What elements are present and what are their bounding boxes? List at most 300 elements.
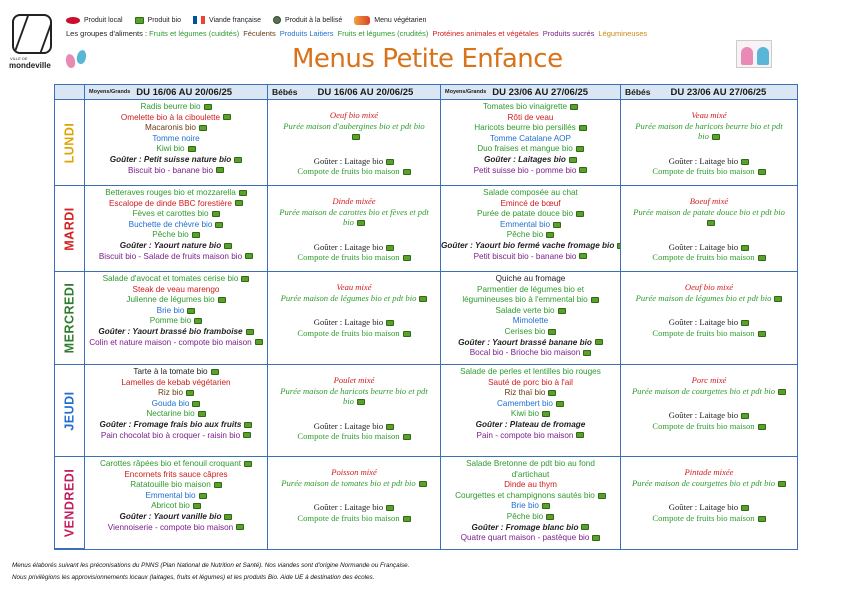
baby-dessert (621, 166, 797, 177)
bio-icon (576, 211, 584, 217)
bio-icon (198, 411, 206, 417)
bio-icon (403, 169, 411, 175)
menu-item (441, 295, 620, 306)
day-label-cell (55, 272, 85, 365)
menu-cell-bebes (268, 272, 441, 365)
bio-icon (357, 399, 365, 405)
menu-item (441, 306, 620, 317)
baby-dessert-text: Compote de fruits bio maison (652, 166, 755, 177)
menu-item-text: Goûter : Yaourt bio fermé vache fromage bio (441, 240, 615, 250)
menu-cell-bebes (268, 365, 441, 457)
baby-main-dish-text: Boeuf mixé (689, 196, 729, 206)
menu-item (441, 399, 620, 410)
baby-main-dish (268, 282, 440, 293)
menu-item (85, 431, 267, 442)
baby-puree-text: Purée maison de légumes bio et pdt bio (280, 292, 417, 303)
vegetarian-icon (354, 16, 370, 25)
menu-item-text: Viennoiserie - compote bio maison (107, 522, 234, 532)
baby-gouter (268, 421, 440, 432)
day-label-cell (55, 186, 85, 272)
menu-item (85, 367, 267, 378)
menu-cell-moyens-grands (85, 272, 268, 365)
legend-label: Menu végétarien (374, 16, 427, 24)
legend-label: Produit bio (147, 16, 181, 24)
bio-icon (774, 296, 782, 302)
bio-icon (243, 432, 251, 438)
header-dates: DU 23/06 AU 27/06/25 (492, 86, 589, 98)
menu-item-text: Emmental bio (145, 490, 196, 500)
menu-item-text: Salade d'avocat et tomates cerise bio (102, 274, 239, 283)
gouter-line (85, 155, 267, 166)
menu-item-text: Camembert bio (497, 398, 553, 408)
baby-gouter-text: Goûter : Laitage bio (313, 155, 384, 166)
header-tag: Bébés (272, 87, 298, 97)
legend-item-bio (135, 17, 181, 24)
baby-main-dish-text: Oeuf bio mixé (684, 282, 734, 292)
menu-item-text: Pain - compote bio maison (476, 430, 574, 440)
baby-feet-icon (64, 46, 90, 72)
bio-icon (186, 390, 194, 396)
baby-puree-text: Purée maison de légumes bio et pdt bio (635, 292, 772, 303)
menu-cell-moyens-grands (441, 272, 621, 365)
baby-dessert (268, 513, 440, 524)
menu-item-text: Salade verte bio (495, 305, 555, 315)
baby-gouter-text: Goûter : Laitage bio (668, 241, 739, 252)
menu-item (441, 378, 620, 389)
bio-icon (548, 329, 556, 335)
baby-dessert (621, 421, 797, 432)
baby-puree (268, 386, 440, 407)
logo-name: mondeville (9, 61, 51, 70)
menu-grid (54, 84, 798, 550)
baby-main-dish (621, 375, 797, 386)
menu-cell-moyens-grands (441, 457, 621, 549)
menu-item (85, 166, 267, 177)
baby-gouter (268, 502, 440, 513)
day-label-cell (55, 457, 85, 549)
menu-item (85, 523, 267, 534)
baby-main-dish-text: Porc mixé (691, 375, 727, 385)
menu-item (85, 252, 267, 263)
baby-main-dish-text: Veau mixé (691, 110, 727, 120)
menu-cell-bebes (621, 100, 797, 186)
menu-item (85, 501, 267, 512)
baby-gouter-text: Goûter : Laitage bio (668, 410, 739, 421)
menu-item-text: Mimolette (512, 316, 549, 326)
menu-item-text: Goûter : Fromage frais bio aux fruits (99, 419, 242, 429)
menu-item-text: Kiwi bio (156, 144, 185, 154)
menu-item-text: Goûter : Yaourt nature bio (119, 240, 222, 250)
baby-puree (268, 293, 440, 304)
bio-icon (712, 134, 720, 140)
baby-main-dish (268, 110, 440, 121)
day-label: JEUDI (62, 390, 77, 431)
bio-icon (224, 243, 232, 249)
menu-item (85, 230, 267, 241)
menu-item-text: Omelette bio à la ciboulette (120, 112, 221, 122)
baby-main-dish-text: Dinde mixée (332, 196, 376, 206)
bio-icon (194, 318, 202, 324)
bio-icon (357, 220, 365, 226)
legend-label: Produit local (84, 16, 123, 24)
menu-item-text: Cerises bio (504, 326, 546, 336)
day-label-cell (55, 100, 85, 186)
menu-item (85, 209, 267, 220)
menu-item (85, 274, 267, 285)
bio-icon (212, 211, 220, 217)
bio-icon (741, 320, 749, 326)
food-group-label: Légumineuses (598, 29, 648, 38)
menu-item-text: Buchette de chèvre bio (128, 219, 213, 229)
bio-icon (542, 503, 550, 509)
menu-item-text: Parmentier de légumes bio et (477, 284, 584, 294)
footer-notes (12, 560, 409, 584)
baby-main-dish (621, 110, 797, 121)
bio-icon (576, 146, 584, 152)
menu-item-text: Encornets frits sauce câpres (124, 469, 228, 479)
menu-item (85, 220, 267, 231)
gouter-line (85, 512, 267, 523)
footer-line: Menus élaborés suivant les préconisations du PNNS (Plan National de Nutrition et Santé). Nos viandes sont d'origine Normande ou Française. (12, 562, 410, 569)
menu-item (85, 113, 267, 124)
menu-item-text: Goûter : Laitages bio (484, 154, 566, 164)
menu-item (85, 316, 267, 327)
baby-gouter (268, 317, 440, 328)
menu-item-text: Pêche bio (506, 230, 544, 240)
menu-item-text: Pêche bio (152, 230, 189, 240)
bio-icon (236, 524, 244, 530)
bio-icon (778, 389, 786, 395)
baby-dessert (268, 252, 440, 263)
bio-icon (569, 157, 577, 163)
bio-icon (741, 245, 749, 251)
baby-puree-text: Purée maison de tomates bio et pdt bio (281, 477, 416, 488)
bio-icon (187, 308, 195, 314)
menu-cell-moyens-grands (441, 100, 621, 186)
menu-cell-bebes (621, 186, 797, 272)
menu-item (441, 113, 620, 124)
bio-icon (598, 493, 606, 499)
menu-cell-bebes (268, 100, 441, 186)
menu-item (85, 399, 267, 410)
menu-item (85, 378, 267, 389)
menu-item-text: Goûter : Fromage blanc bio (471, 522, 579, 532)
gouter-line (441, 241, 620, 252)
menu-item-text: Quatre quart maison - pastèque bio (460, 533, 590, 543)
menu-item-text: Quiche au fromage (495, 274, 566, 283)
menu-item (85, 188, 267, 199)
baby-gouter-text: Goûter : Laitage bio (668, 155, 739, 166)
bio-icon (199, 493, 207, 499)
menu-cell-moyens-grands (85, 186, 268, 272)
baby-gouter-text: Goûter : Laitage bio (668, 502, 739, 513)
baby-gouter-text: Goûter : Laitage bio (668, 317, 739, 328)
baby-puree-text: Purée maison de courgettes bio et pdt bio (631, 385, 776, 396)
menu-item-text: Tomme noire (152, 133, 200, 143)
menu-item-text: Salade composée au chat (483, 188, 578, 197)
baby-gouter (621, 317, 797, 328)
baby-main-dish (268, 375, 440, 386)
baby-puree (621, 121, 797, 142)
menu-item (441, 199, 620, 210)
french-flag-icon (193, 16, 205, 24)
bio-icon (579, 167, 587, 173)
baby-puree-text: Purée maison de carottes bio et fèves et pdt bio (279, 206, 429, 228)
legend-label: Viande française (209, 16, 262, 24)
gouter-line (85, 241, 267, 252)
menu-item-text: Courgettes et champignons sautés bio (455, 490, 595, 500)
gouter-line (441, 420, 620, 431)
baby-main-dish-text: Veau mixé (336, 282, 372, 292)
bio-icon (204, 104, 212, 110)
menu-item (85, 480, 267, 491)
bio-icon (707, 220, 715, 226)
bio-icon (386, 245, 394, 251)
baby-dessert (621, 328, 797, 339)
baby-puree (268, 207, 440, 228)
bio-icon (352, 134, 360, 140)
menu-item (441, 501, 620, 512)
bio-icon (403, 434, 411, 440)
bio-icon (778, 481, 786, 487)
bio-icon (255, 339, 263, 345)
menu-item (441, 220, 620, 231)
menu-cell-moyens-grands (441, 365, 621, 457)
bio-icon (542, 411, 550, 417)
bio-icon (211, 369, 219, 375)
header-tag: Bébés (625, 87, 651, 97)
baby-main-dish (621, 282, 797, 293)
bio-icon (581, 524, 589, 530)
menu-cell-bebes (621, 457, 797, 549)
baby-dessert (621, 513, 797, 524)
menu-item (441, 512, 620, 523)
menu-item-text: Purée de patate douce bio (476, 209, 574, 219)
menu-item-text: Haricots beurre bio persillés (474, 123, 576, 133)
bio-icon (224, 514, 232, 520)
header-bebes-week1 (268, 85, 441, 100)
baby-main-dish-text: Poisson mixé (331, 467, 377, 477)
menu-item-text: Gouda bio (151, 398, 190, 408)
header-dates: DU 16/06 AU 20/06/25 (136, 86, 233, 98)
bio-icon (244, 422, 252, 428)
header-mg-week2 (441, 85, 621, 100)
menu-item-text: Ratatouille bio maison (130, 480, 211, 490)
baby-dessert (268, 166, 440, 177)
menu-item-text: Escalope de dinde BBC forestière (109, 198, 232, 208)
bio-icon (403, 255, 411, 261)
menu-item (441, 459, 620, 470)
baby-gouter-text: Goûter : Laitage bio (313, 241, 384, 252)
gouter-line (85, 327, 267, 338)
menu-item-text: Riz thaï bio (504, 388, 546, 398)
bio-icon (135, 17, 144, 24)
gouter-line (441, 155, 620, 166)
header-corner (55, 85, 85, 100)
food-group-label: Produits sucrés (542, 29, 595, 38)
bio-icon (239, 190, 247, 196)
menu-item-text: Brie bio (511, 501, 539, 511)
menu-item (441, 102, 620, 113)
menu-item-text: Tomates bio vinaigrette (482, 102, 568, 111)
menu-item (441, 274, 620, 285)
bio-icon (192, 401, 200, 407)
bio-icon (386, 424, 394, 430)
menu-item (441, 388, 620, 399)
bio-icon (553, 222, 561, 228)
baby-dessert-text: Compote de fruits bio maison (297, 252, 400, 263)
bio-icon (556, 401, 564, 407)
menu-item-text: Kiwi bio (510, 409, 540, 419)
menu-item-text: Pêche bio (506, 511, 544, 521)
menu-item-text: Pain chocolat bio à croquer - raisin bio (100, 430, 241, 440)
menu-item (85, 134, 267, 145)
bio-icon (241, 276, 249, 282)
bio-icon (419, 296, 427, 302)
menu-cell-moyens-grands (85, 365, 268, 457)
menu-item-text: Goûter : Yaourt brassé bio framboise (98, 326, 243, 336)
bio-icon (386, 159, 394, 165)
bio-icon (199, 125, 207, 131)
day-label: MERCREDI (62, 282, 77, 354)
menu-cell-moyens-grands (85, 100, 268, 186)
baby-gouter-text: Goûter : Laitage bio (313, 317, 384, 328)
baby-gouter (621, 410, 797, 421)
header-bebes-week2 (621, 85, 797, 100)
baby-gouter (268, 156, 440, 167)
legend-label: Produit à la bellisé (285, 16, 343, 24)
menu-item-text: Betteraves rouges bio et mozzarella (105, 188, 236, 197)
page-title: Menus Petite Enfance (292, 44, 563, 74)
baby-puree (621, 207, 797, 228)
menu-cell-bebes (268, 457, 441, 549)
bio-icon (758, 424, 766, 430)
header-tag: Moyens/Grands (89, 89, 131, 95)
menu-item (85, 409, 267, 420)
baby-puree-text: Purée maison de patate douce bio et pdt bio (633, 206, 785, 217)
header-dates: DU 23/06 AU 27/06/25 (670, 86, 767, 98)
food-group-label: Fruits et légumes (crudités) (337, 29, 429, 38)
menu-item-text: Goûter : Plateau de fromage (475, 419, 586, 429)
baby-puree (268, 121, 440, 142)
bio-icon (548, 390, 556, 396)
bio-icon (741, 159, 749, 165)
bio-icon (403, 331, 411, 337)
menu-item (441, 123, 620, 134)
menu-item-text: Sauté de porc bio à l'ail (488, 377, 573, 387)
menu-item-text: Abricot bio (151, 501, 190, 511)
baby-dessert-text: Compote de fruits bio maison (652, 327, 755, 338)
menu-item-text: d'artichaut (511, 469, 550, 479)
bio-icon (758, 516, 766, 522)
bio-icon (234, 157, 242, 163)
baby-dessert-text: Compote de fruits bio maison (297, 166, 400, 177)
bio-icon (386, 505, 394, 511)
bio-icon (246, 329, 254, 335)
baby-gouter (621, 242, 797, 253)
menu-item (441, 327, 620, 338)
menu-item (441, 367, 620, 378)
menu-item (441, 409, 620, 420)
baby-dessert-text: Compote de fruits bio maison (652, 512, 755, 523)
food-groups-intro: Les groupes d'aliments : (66, 29, 150, 38)
children-illustration-icon (736, 40, 772, 68)
header-dates: DU 16/06 AU 20/06/25 (317, 86, 414, 98)
menu-item (441, 285, 620, 296)
menu-item-text: Petit biscuit bio - banane bio (473, 251, 577, 261)
menu-item-text: Emmental bio (499, 219, 551, 229)
baby-gouter-text: Goûter : Laitage bio (313, 420, 384, 431)
bio-icon (579, 253, 587, 259)
menu-item (441, 188, 620, 199)
menu-item (85, 338, 267, 349)
food-group-label: Féculents (243, 29, 276, 38)
menu-item-text: Salade Bretonne de pdt bio au fond (466, 459, 595, 468)
menu-item-text: Pomme bio (149, 316, 192, 326)
menu-item-text: Goûter : Petit suisse nature bio (109, 154, 232, 164)
baby-main-dish-text: Pintade mixée (684, 467, 734, 477)
gouter-line (85, 420, 267, 431)
baby-puree (268, 478, 440, 489)
menu-item-text: Steak de veau marengo (132, 284, 220, 294)
logo-small-text: VILLE DE (10, 56, 28, 61)
menu-item (85, 285, 267, 296)
bio-icon (193, 503, 201, 509)
legend (66, 13, 438, 27)
menu-item-text: Riz bio (157, 388, 184, 398)
baby-dessert (621, 252, 797, 263)
menu-item-text: Emincé de bœuf (500, 198, 561, 208)
bio-icon (546, 232, 554, 238)
food-groups (66, 29, 651, 38)
baby-dessert-text: Compote de fruits bio maison (297, 431, 400, 442)
bio-icon (192, 232, 200, 238)
menu-item (85, 306, 267, 317)
menu-item-text: Macaronis bio (145, 123, 196, 133)
logo-mark-icon (12, 14, 52, 54)
menu-item (85, 144, 267, 155)
baby-main-dish (268, 467, 440, 478)
menu-item (85, 491, 267, 502)
bio-icon (214, 482, 222, 488)
mondeville-logo (8, 14, 58, 70)
bio-icon (576, 432, 584, 438)
menu-item-text: Tarte à la tomate bio (133, 367, 208, 376)
day-label: MARDI (62, 206, 77, 251)
menu-cell-bebes (621, 272, 797, 365)
bio-icon (244, 461, 252, 467)
menu-item-text: Goûter : Yaourt brassé banane bio (458, 337, 592, 347)
baby-main-dish-text: Poulet mixé (333, 375, 375, 385)
baby-main-dish (621, 196, 797, 207)
bio-icon (592, 535, 600, 541)
baby-dessert-text: Compote de fruits bio maison (652, 252, 755, 263)
gouter-line (441, 523, 620, 534)
menu-item (441, 230, 620, 241)
bio-icon (419, 481, 427, 487)
baby-dessert (268, 328, 440, 339)
baby-puree (621, 478, 797, 489)
bio-icon (215, 222, 223, 228)
menu-item (441, 252, 620, 263)
menu-item-text: Biscuit bio - Salade de fruits maison bio (98, 251, 243, 261)
menu-item-text: légumineuses bio à l'emmental bio (462, 295, 588, 305)
menu-item (441, 533, 620, 544)
menu-item-text: Tomme Catalane AOP (489, 133, 571, 143)
menu-cell-bebes (268, 186, 441, 272)
menu-item-text: Fèves et carottes bio (132, 209, 209, 219)
baby-puree-text: Purée maison d'aubergines bio et pdt bio (283, 120, 425, 131)
